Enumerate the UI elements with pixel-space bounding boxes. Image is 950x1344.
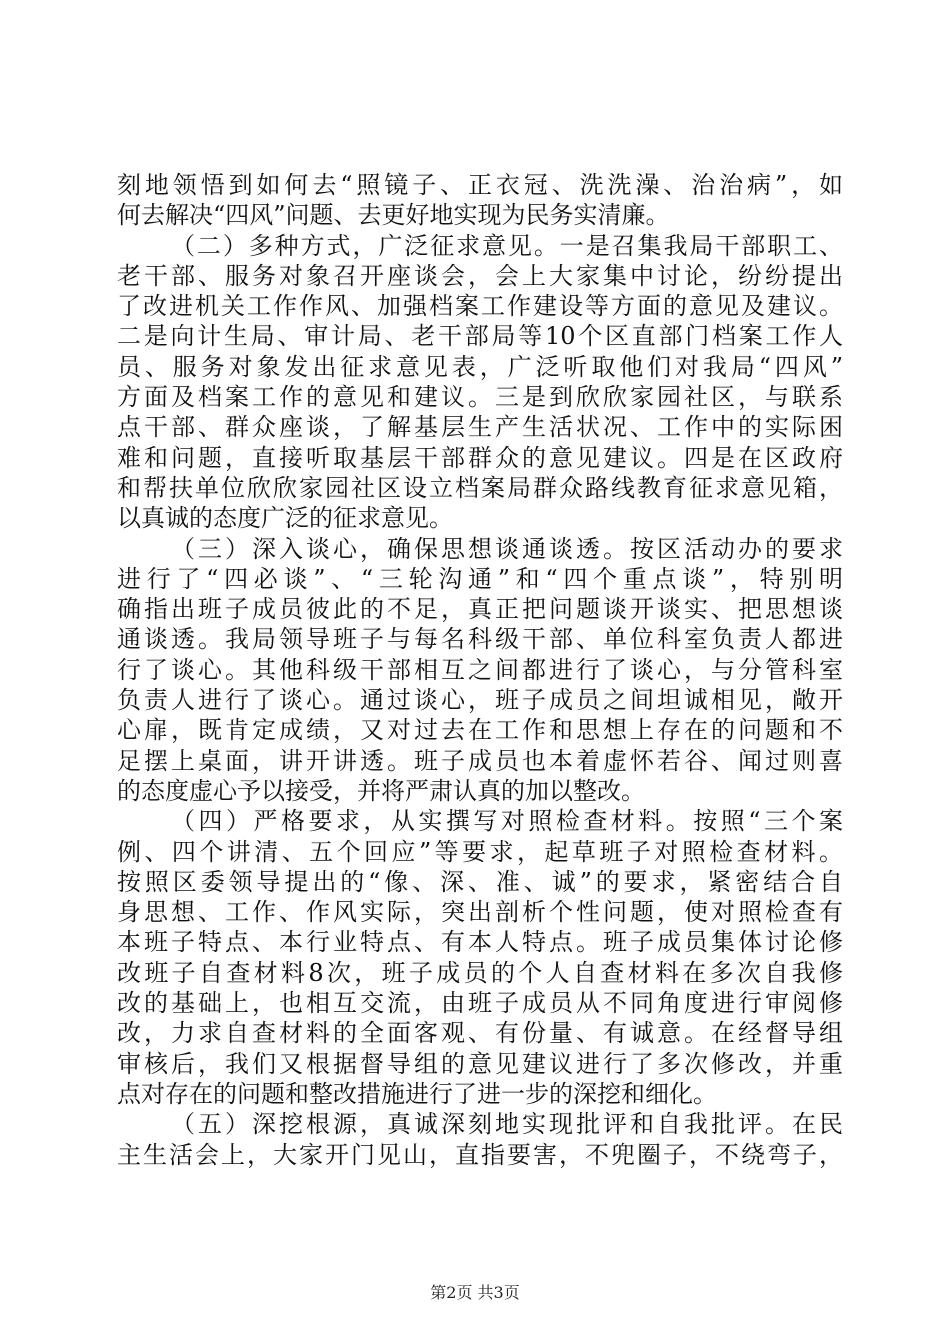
text-line: 了改进机关工作作风、加强档案工作建设等方面的意见及建议。 <box>117 292 843 321</box>
text-line: 何去解决“四风”问题、去更好地实现为民务实清廉。 <box>117 201 670 230</box>
text-line: 本班子特点、本行业特点、有本人特点。班子成员集体讨论修 <box>117 928 843 957</box>
text-line: 改班子自查材料8次，班子成员的个人自查材料在多次自我修 <box>117 958 843 987</box>
text-line: 二是向计生局、审计局、老干部局等10个区直部门档案工作人 <box>117 322 843 351</box>
text-line: 心扉，既肯定成绩，又对过去在工作和思想上存在的问题和不 <box>117 716 843 745</box>
text-line: 的态度虚心予以接受，并将严肃认真的加以整改。 <box>117 776 645 805</box>
paragraph-start-line: （五）深挖根源，真诚深刻地实现批评和自我批评。在民 <box>171 1110 843 1139</box>
text-line: 审核后，我们又根据督导组的意见建议进行了多次修改，并重 <box>117 1049 843 1078</box>
text-line: 行了谈心。其他科级干部相互之间都进行了谈心，与分管科室 <box>117 655 843 684</box>
paragraph-start-line: （二）多种方式，广泛征求意见。一是召集我局干部职工、 <box>171 231 843 260</box>
page-footer: 第2页 共3页 <box>430 1283 520 1302</box>
text-line: 负责人进行了谈心。通过谈心，班子成员之间坦诚相见，敞开 <box>117 686 843 715</box>
text-line: 按照区委领导提出的“像、深、准、诚”的要求，紧密结合自 <box>117 867 843 896</box>
text-line: 身思想、工作、作风实际，突出剖析个性问题，使对照检查有 <box>117 898 843 927</box>
text-line: 改的基础上，也相互交流，由班子成员从不同角度进行审阅修 <box>117 989 843 1018</box>
text-line: 和帮扶单位欣欣家园社区设立档案局群众路线教育征求意见箱， <box>117 473 843 502</box>
paragraph-start-line: （四）严格要求，从实撰写对照检查材料。按照“三个案 <box>171 807 843 836</box>
text-line: 点对存在的问题和整改措施进行了进一步的深挖和细化。 <box>117 1079 717 1108</box>
text-line: 点干部、群众座谈，了解基层生产生活状况、工作中的实际困 <box>117 413 843 442</box>
text-line: 进行了“四必谈”、“三轮沟通”和“四个重点谈”，特别明 <box>117 564 843 593</box>
text-line: 方面及档案工作的意见和建议。三是到欣欣家园社区，与联系 <box>117 383 843 412</box>
text-line: 刻地领悟到如何去“照镜子、正衣冠、洗洗澡、治治病”，如 <box>117 171 843 199</box>
text-line: 通谈透。我局领导班子与每名科级干部、单位科室负责人都进 <box>117 625 843 654</box>
paragraph-start-line: （三）深入谈心，确保思想谈通谈透。按区活动办的要求 <box>171 534 843 563</box>
text-line: 足摆上桌面，讲开讲透。班子成员也本着虚怀若谷、闻过则喜 <box>117 746 843 775</box>
text-line: 例、四个讲清、五个回应”等要求，起草班子对照检查材料。 <box>117 837 843 866</box>
text-line: 员、服务对象发出征求意见表，广泛听取他们对我局“四风” <box>117 352 843 381</box>
text-line: 主生活会上，大家开门见山，直指要害，不兜圈子，不绕弯子， <box>117 1140 843 1169</box>
document-body <box>117 170 843 1170</box>
text-line: 以真诚的态度广泛的征求意见。 <box>117 504 453 533</box>
text-line: 改，力求自查材料的全面客观、有份量、有诚意。在经督导组 <box>117 1019 843 1048</box>
text-line: 老干部、服务对象召开座谈会，会上大家集中讨论，纷纷提出 <box>117 261 843 290</box>
text-line: 确指出班子成员彼此的不足，真正把问题谈开谈实、把思想谈 <box>117 595 843 624</box>
text-line: 难和问题，直接听取基层干部群众的意见建议。四是在区政府 <box>117 443 843 472</box>
